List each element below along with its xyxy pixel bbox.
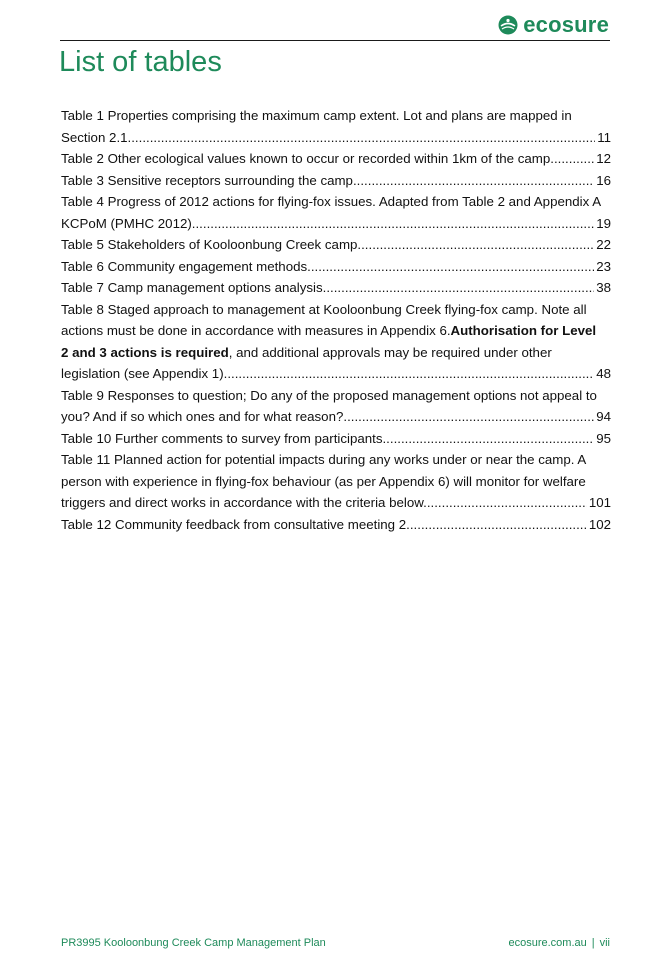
toc-page-number: 11: [597, 129, 611, 145]
dot-leader: [357, 234, 594, 256]
toc-entry-text: Table 10 Further comments to survey from participants: [61, 430, 383, 446]
toc-page-number: 95: [596, 430, 611, 446]
toc-page-number: 12: [596, 151, 611, 166]
footer-separator: |: [591, 937, 595, 949]
toc-entry-text: person with experience in flying-fox behaviour (as per Appendix 6) will monitor for welfare: [61, 473, 586, 489]
dot-leader: [353, 170, 594, 192]
toc-entry-text: KCPoM (PMHC 2012): [61, 215, 192, 231]
toc-entry-text: Table 1 Properties comprising the maximum camp extent. Lot and plans are mapped in: [61, 108, 572, 123]
page-title: List of tables: [59, 46, 222, 78]
toc-entry-text: Section 2.1.: [61, 129, 132, 145]
footer-website-link[interactable]: ecosure.com.au: [508, 937, 587, 949]
toc-entry-table-1[interactable]: [61, 105, 611, 148]
dot-leader: [227, 363, 594, 385]
toc-entry-text: actions must be done in accordance with measures in Appendix 6.: [61, 323, 451, 338]
leaf-drop-icon: [498, 15, 518, 35]
toc-entry-text: , and additional approvals may be required under other: [228, 344, 552, 360]
toc-entry-emphasis: Authorisation for Level: [450, 323, 597, 338]
toc-entry-table-10[interactable]: [61, 428, 611, 450]
list-of-tables: [61, 105, 611, 535]
dot-leader: [131, 127, 595, 149]
toc-entry-text: Table 7 Camp management options analysis: [61, 280, 323, 295]
toc-entry-text: Table 2 Other ecological values known to occur or recorded within 1km of the camp: [61, 151, 551, 166]
toc-entry-text: you? And if so which ones and for what reason?: [61, 409, 344, 424]
toc-entry-table-3[interactable]: [61, 170, 611, 192]
page-footer: [61, 937, 610, 949]
toc-entry-text: Table 9 Responses to question; Do any of the proposed management options not appeal to: [61, 387, 597, 403]
dot-leader: [382, 428, 594, 450]
toc-page-number: 23: [596, 258, 611, 274]
toc-entry-table-5[interactable]: [61, 234, 611, 256]
toc-entry-text: Table 5 Stakeholders of Kooloonbung Creek camp: [61, 237, 358, 252]
toc-entry-table-4[interactable]: [61, 191, 611, 234]
toc-entry-text: Table 3 Sensitive receptors surrounding the camp: [61, 172, 353, 188]
toc-page-number: 22: [596, 237, 611, 252]
toc-entry-text: triggers and direct works in accordance with the criteria below.: [61, 495, 427, 510]
dot-leader: [307, 256, 594, 278]
ecosure-logo: [498, 12, 609, 38]
toc-entry-emphasis: 2 and 3 actions is required: [61, 344, 229, 360]
toc-page-number: 38: [596, 280, 611, 295]
toc-entry-table-8[interactable]: [61, 299, 611, 385]
dot-leader: [427, 492, 587, 514]
toc-entry-text: legislation (see Appendix 1).: [61, 366, 228, 381]
dot-leader: [343, 406, 594, 428]
footer-page-number: vii: [599, 937, 610, 949]
toc-entry-table-12[interactable]: [61, 514, 611, 536]
toc-entry-table-2[interactable]: [61, 148, 611, 170]
toc-entry-table-6[interactable]: [61, 256, 611, 278]
toc-entry-table-11[interactable]: [61, 449, 611, 514]
toc-entry-text: Table 6 Community engagement methods: [61, 258, 308, 274]
toc-page-number: 48: [596, 366, 611, 381]
toc-entry-table-7[interactable]: [61, 277, 611, 299]
dot-leader: [323, 277, 595, 299]
toc-page-number: 101: [588, 495, 611, 510]
toc-entry-text: Table 4 Progress of 2012 actions for flying-fox issues. Adapted from Table 2 and Appendix A: [61, 194, 602, 209]
logo-text: ecosure: [523, 12, 609, 37]
toc-entry-text: Table 11 Planned action for potential impacts during any works under or near the camp. A: [61, 452, 587, 467]
dot-leader: [410, 514, 587, 536]
toc-entry-text: Table 8 Staged approach to management at Kooloonbung Creek flying-fox camp. Note all: [61, 301, 587, 317]
toc-entry-table-9[interactable]: [61, 385, 611, 428]
dot-leader: [192, 213, 594, 235]
dot-leader: [550, 148, 594, 170]
toc-page-number: 16: [596, 172, 611, 188]
toc-page-number: 94: [596, 409, 611, 424]
toc-entry-text: Table 12 Community feedback from consultative meeting 2.: [61, 516, 410, 532]
footer-right: [508, 937, 610, 949]
footer-document-title: PR3995 Kooloonbung Creek Camp Management Plan: [61, 937, 326, 949]
header-rule: [60, 40, 610, 41]
toc-page-number: 102: [588, 516, 611, 532]
toc-page-number: 19: [596, 215, 611, 231]
